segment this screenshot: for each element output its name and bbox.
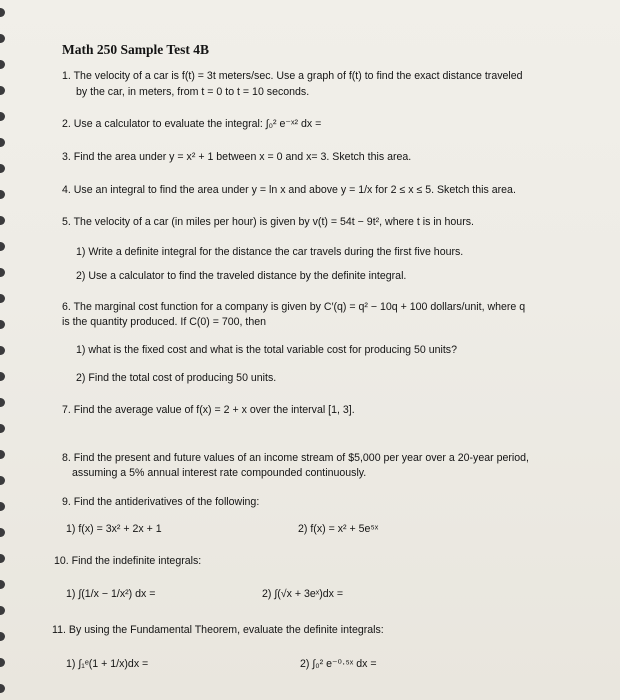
question-10-part-1: 1) ∫(1/x − 1/x²) dx =	[66, 588, 156, 600]
question-6-part-2: 2) Find the total cost of producing 50 units.	[76, 372, 277, 384]
question-3: 3. Find the area under y = x² + 1 between x = 0 and x= 3. Sketch this area.	[62, 151, 412, 163]
question-5: 5. The velocity of a car (in miles per hour) is given by v(t) = 54t − 9t², where t is in hours.	[62, 216, 474, 228]
binder-hole	[0, 268, 5, 277]
binder-hole	[0, 86, 5, 95]
question-5-part-1: 1) Write a definite integral for the distance the car travels during the first five hours.	[76, 246, 464, 258]
binder-hole	[0, 502, 5, 511]
question-11: 11. By using the Fundamental Theorem, evaluate the definite integrals:	[52, 624, 384, 636]
binder-hole	[0, 216, 5, 225]
question-7: 7. Find the average value of f(x) = 2 + x over the interval [1, 3].	[62, 404, 355, 416]
binder-hole	[0, 580, 5, 589]
page-title: Math 250 Sample Test 4B	[62, 42, 210, 57]
question-11-part-2: 2) ∫₀² e⁻⁰·⁵ˣ dx =	[300, 658, 377, 670]
question-10: 10. Find the indefinite integrals:	[54, 555, 202, 567]
question-10-part-2: 2) ∫(√x + 3eˣ)dx =	[262, 588, 344, 600]
binder-hole	[0, 8, 5, 17]
question-4: 4. Use an integral to find the area under y = ln x and above y = 1/x for 2 ≤ x ≤ 5. Sketch this area.	[62, 184, 516, 196]
question-2: 2. Use a calculator to evaluate the integral: ∫₀² e⁻ˣ² dx =	[62, 118, 322, 130]
question-5-part-2: 2) Use a calculator to find the traveled distance by the definite integral.	[76, 270, 407, 282]
question-9-part-1: 1) f(x) = 3x² + 2x + 1	[66, 523, 162, 535]
binder-hole	[0, 684, 5, 693]
binder-hole	[0, 34, 5, 43]
binder-hole	[0, 190, 5, 199]
binder-hole	[0, 242, 5, 251]
question-8-line-2: assuming a 5% annual interest rate compounded continuously.	[72, 467, 367, 479]
binder-hole	[0, 164, 5, 173]
binder-hole	[0, 320, 5, 329]
question-8-line-1: 8. Find the present and future values of an income stream of $5,000 per year over a 20-year period,	[62, 452, 529, 464]
question-6-part-1: 1) what is the fixed cost and what is the total variable cost for producing 50 units?	[76, 344, 457, 356]
question-6-line-1: 6. The marginal cost function for a company is given by C′(q) = q² − 10q + 100 dollars/unit, where q	[62, 301, 526, 313]
question-11-part-1: 1) ∫₁ᵉ(1 + 1/x)dx =	[66, 658, 149, 670]
binder-hole	[0, 346, 5, 355]
binder-hole	[0, 112, 5, 121]
binder-hole	[0, 476, 5, 485]
question-1-line-1: 1. The velocity of a car is f(t) = 3t meters/sec. Use a graph of f(t) to find the exact distance traveled	[62, 70, 523, 82]
binder-hole	[0, 554, 5, 563]
binder-hole	[0, 372, 5, 381]
binder-hole	[0, 138, 5, 147]
binder-holes	[0, 0, 6, 700]
binder-hole	[0, 632, 5, 641]
question-6-line-2: is the quantity produced. If C(0) = 700, then	[62, 316, 267, 328]
binder-hole	[0, 424, 5, 433]
binder-hole	[0, 60, 5, 69]
binder-hole	[0, 294, 5, 303]
question-1-line-2: by the car, in meters, from t = 0 to t = 10 seconds.	[76, 86, 310, 98]
binder-hole	[0, 450, 5, 459]
binder-hole	[0, 528, 5, 537]
binder-hole	[0, 606, 5, 615]
question-9-part-2: 2) f(x) = x² + 5e⁵ˣ	[298, 523, 379, 535]
binder-hole	[0, 658, 5, 667]
binder-hole	[0, 398, 5, 407]
question-9: 9. Find the antiderivatives of the following:	[62, 496, 260, 508]
